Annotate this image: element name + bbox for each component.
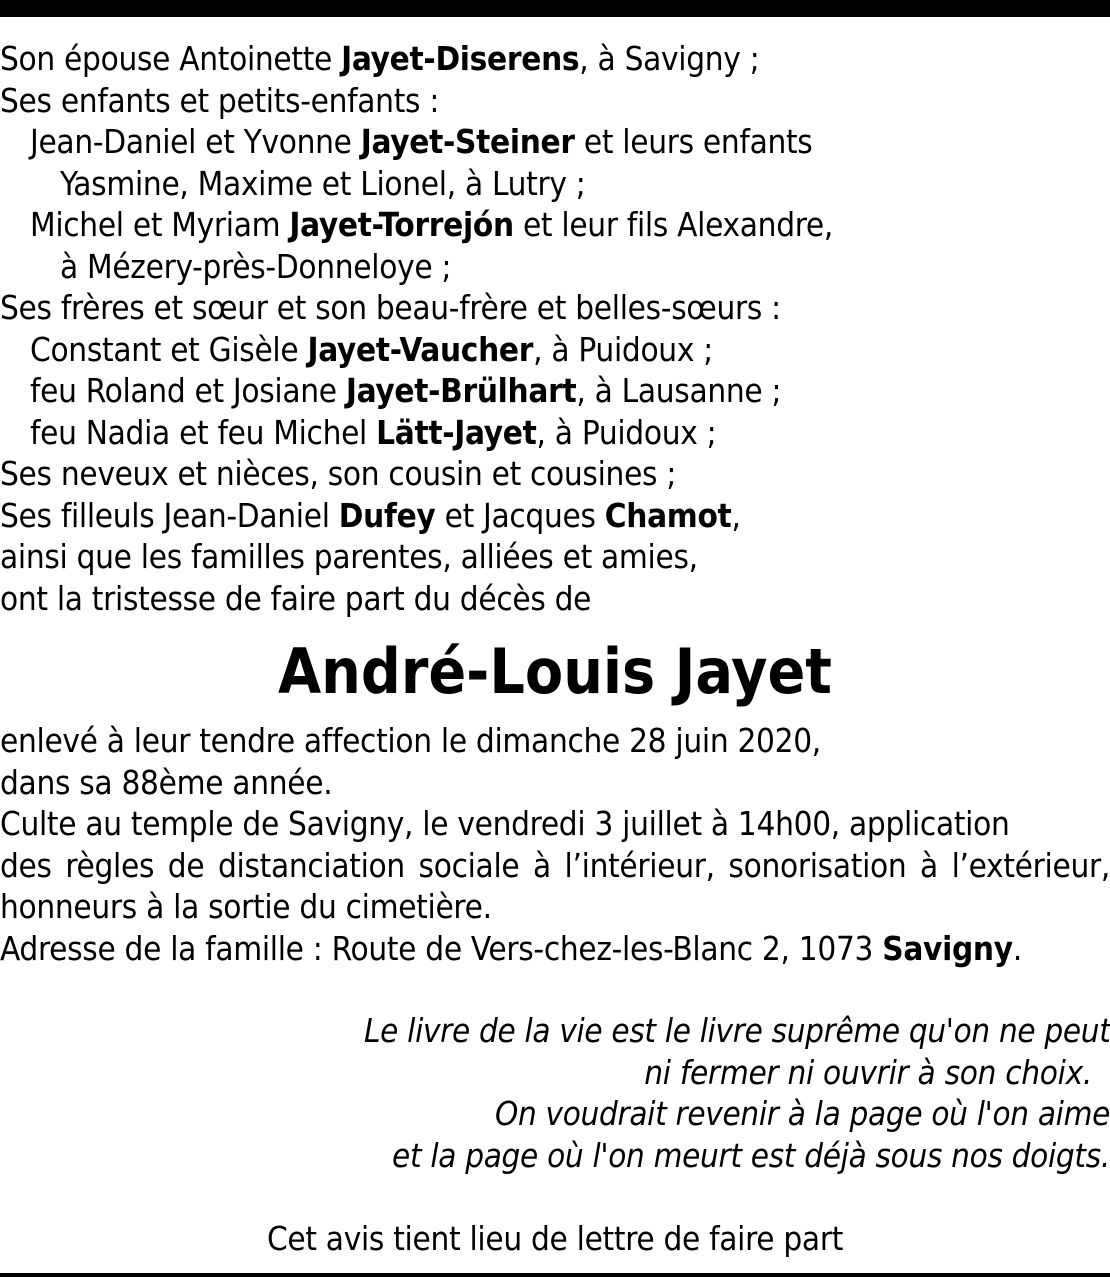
closing-line: Cet avis tient lieu de lettre de faire part xyxy=(266,1219,844,1258)
spouse-place: , à Savigny ; xyxy=(579,39,760,78)
child2-line xyxy=(30,204,833,246)
siblings-heading: Ses frères et sœur et son beau-frère et belles-sœurs : xyxy=(0,288,781,327)
sibling2-text: feu Roland et Josiane xyxy=(30,371,346,410)
godchildren-text: Ses filleuls Jean-Daniel xyxy=(0,496,339,535)
child1-name: Jayet-Steiner xyxy=(360,122,575,161)
sibling2-name: Jayet-Brülhart xyxy=(345,371,577,410)
child2-text: Michel et Myriam xyxy=(30,205,290,244)
quote-line3: On voudrait revenir à la page où l'on aime xyxy=(494,1094,1110,1133)
details-line2: dans sa 88ème année. xyxy=(0,763,333,802)
address-post: . xyxy=(1012,929,1022,968)
quote-line1: Le livre de la vie est le livre suprême qu'on ne peut xyxy=(363,1011,1110,1050)
godchild1-name: Dufey xyxy=(338,496,436,535)
sibling2-place: , à Lausanne ; xyxy=(576,371,782,410)
child1-text: Jean-Daniel et Yvonne xyxy=(30,122,361,161)
child2-place: à Mézery-près-Donneloye ; xyxy=(60,247,452,286)
announce-line: ont la tristesse de faire part du décès de xyxy=(0,579,592,618)
child2-name: Jayet-Torrejón xyxy=(289,205,514,244)
quote-line2: ni fermer ni ouvrir à son choix. xyxy=(644,1053,1092,1092)
godchildren-post: , xyxy=(731,496,741,535)
details-line1: enlevé à leur tendre affection le dimanche 28 juin 2020, xyxy=(0,721,821,760)
top-rule xyxy=(0,0,1110,17)
sibling1-name: Jayet-Vaucher xyxy=(307,330,534,369)
address-line xyxy=(0,928,1022,970)
address-text: Adresse de la famille : Route de Vers-chez-les-Blanc 2, 1073 xyxy=(0,929,883,968)
details-line3: Culte au temple de Savigny, le vendredi 3 juillet à 14h00, application xyxy=(0,804,1010,843)
spouse-line xyxy=(0,38,759,80)
details-line4: des règles de distanciation sociale à l’intérieur, sonorisation à l’extérieur, xyxy=(0,846,1110,885)
address-city: Savigny xyxy=(882,929,1013,968)
sibling3-name: Lätt-Jayet xyxy=(376,413,537,452)
godchild2-name: Chamot xyxy=(604,496,732,535)
deceased-name: André-Louis Jayet xyxy=(278,635,832,708)
bottom-rule xyxy=(0,1273,1110,1277)
sibling3-text: feu Nadia et feu Michel xyxy=(30,413,377,452)
spouse-name: Jayet-Diserens xyxy=(341,39,580,78)
quote-line4: et la page où l'on meurt est déjà sous nos doigts. xyxy=(392,1136,1110,1175)
sibling1-line xyxy=(30,329,713,371)
child1-post: et leurs enfants xyxy=(574,122,813,161)
godchildren-mid: et Jacques xyxy=(435,496,605,535)
godchildren-line xyxy=(0,495,741,537)
sibling3-place: , à Puidoux ; xyxy=(536,413,717,452)
sibling2-line xyxy=(30,370,781,412)
sibling1-place: , à Puidoux ; xyxy=(533,330,713,369)
sibling1-text: Constant et Gisèle xyxy=(30,330,308,369)
child1-kids: Yasmine, Maxime et Lionel, à Lutry ; xyxy=(60,164,586,203)
sibling3-line xyxy=(30,412,716,454)
child2-post: et leur fils Alexandre, xyxy=(513,205,834,244)
child1-line xyxy=(30,121,812,163)
spouse-text: Son épouse Antoinette xyxy=(0,39,342,78)
details-line5: honneurs à la sortie du cimetière. xyxy=(0,887,492,926)
nephews-line: Ses neveux et nièces, son cousin et cousines ; xyxy=(0,454,677,493)
children-heading: Ses enfants et petits-enfants : xyxy=(0,81,440,120)
families-line: ainsi que les familles parentes, alliées et amies, xyxy=(0,537,698,576)
